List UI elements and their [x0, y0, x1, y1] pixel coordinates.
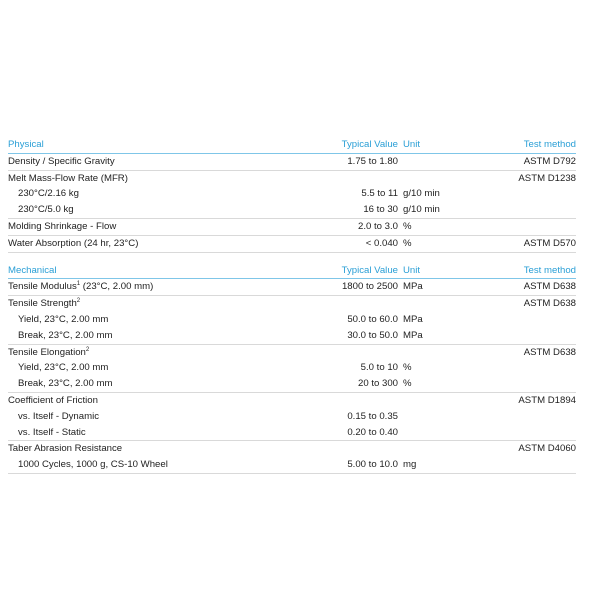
property-name: Water Absorption (24 hr, 23°C) — [8, 237, 139, 249]
physical-header-label: Physical — [8, 139, 44, 150]
value-column-header: Typical Value — [341, 139, 398, 150]
property-name-text: Tensile Modulus — [8, 281, 77, 293]
footnote-marker: 2 — [76, 298, 81, 305]
property-name: 230°C/2.16 kg — [18, 188, 79, 200]
property-value: 5.00 to 10.0 — [347, 459, 398, 471]
property-name-text: Tensile Strength — [8, 298, 77, 310]
property-name-suffix: (23°C, 2.00 mm) — [80, 281, 154, 293]
property-value: 5.5 to 11 — [361, 188, 398, 200]
property-unit: % — [403, 378, 412, 390]
test-method: ASTM D1894 — [518, 394, 576, 406]
property-value: 1.75 to 1.80 — [347, 155, 398, 167]
property-value: 50.0 to 60.0 — [347, 313, 398, 325]
unit-column-header: Unit — [403, 139, 421, 150]
property-unit: MPa — [403, 281, 423, 293]
table-row-tensile-elongation — [8, 345, 576, 361]
table-row-density — [8, 154, 576, 171]
table-row-friction-dynamic — [8, 409, 576, 425]
property-unit: MPa — [403, 313, 423, 325]
test-column-header: Test method — [523, 139, 576, 150]
table-row-strength-break — [8, 328, 576, 345]
mechanical-header-label: Mechanical — [8, 264, 57, 276]
property-name-text: Tensile Elongation — [8, 346, 86, 358]
table-row-strength-yield — [8, 312, 576, 328]
test-method: ASTM D792 — [523, 155, 576, 167]
property-name: Break, 23°C, 2.00 mm — [18, 378, 113, 390]
property-value: 20 to 300 — [357, 378, 398, 390]
table-row-friction-static — [8, 425, 576, 442]
table-row-mfr-216 — [8, 186, 576, 202]
test-method: ASTM D4060 — [518, 443, 576, 455]
table-row-taber — [8, 441, 576, 457]
property-name: Taber Abrasion Resistance — [8, 443, 123, 455]
property-value: 2.0 to 3.0 — [357, 220, 398, 232]
property-name — [8, 279, 153, 295]
property-unit: mg — [403, 459, 417, 471]
property-name: vs. Itself - Dynamic — [18, 410, 100, 422]
property-table — [8, 137, 576, 474]
property-value: 5.0 to 10 — [360, 362, 398, 374]
property-name: 230°C/5.0 kg — [18, 204, 74, 216]
table-row-shrinkage — [8, 219, 576, 236]
property-name: vs. Itself - Static — [18, 426, 86, 438]
mechanical-header-row — [8, 263, 576, 280]
table-row-elongation-yield — [8, 360, 576, 376]
table-row-mfr — [8, 171, 576, 187]
property-name: Density / Specific Gravity — [8, 155, 115, 167]
property-unit: g/10 min — [403, 204, 440, 216]
test-column-header: Test method — [523, 264, 576, 276]
property-name — [8, 296, 80, 312]
property-value: 0.15 to 0.35 — [347, 410, 398, 422]
test-method: ASTM D638 — [523, 298, 576, 310]
test-method: ASTM D570 — [523, 237, 576, 249]
table-row-mfr-50 — [8, 202, 576, 219]
table-row-water-absorption — [8, 236, 576, 253]
property-value: < 0.040 — [365, 237, 398, 249]
table-row-tensile-modulus — [8, 279, 576, 296]
property-unit: g/10 min — [403, 188, 440, 200]
property-value: 30.0 to 50.0 — [347, 329, 398, 341]
table-row-elongation-break — [8, 376, 576, 393]
test-method: ASTM D638 — [523, 281, 576, 293]
property-value: 1800 to 2500 — [341, 281, 398, 293]
test-method: ASTM D638 — [523, 346, 576, 358]
property-name: Coefficient of Friction — [8, 394, 98, 406]
property-unit: MPa — [403, 329, 423, 341]
property-name: Break, 23°C, 2.00 mm — [18, 329, 113, 341]
property-name: 1000 Cycles, 1000 g, CS-10 Wheel — [18, 459, 168, 471]
table-row-friction — [8, 393, 576, 409]
property-value: 0.20 to 0.40 — [347, 426, 398, 438]
footnote-marker: 2 — [85, 346, 90, 353]
property-name: Yield, 23°C, 2.00 mm — [18, 313, 109, 325]
property-name: Molding Shrinkage - Flow — [8, 220, 117, 232]
table-row-tensile-strength — [8, 296, 576, 312]
physical-header-row — [8, 137, 576, 154]
property-name: Melt Mass-Flow Rate (MFR) — [8, 172, 128, 184]
property-value: 16 to 30 — [363, 204, 398, 216]
section-gap — [8, 253, 576, 263]
property-unit: % — [403, 237, 412, 249]
value-column-header: Typical Value — [341, 264, 398, 276]
table-row-taber-cycles — [8, 457, 576, 474]
property-name — [8, 345, 89, 361]
property-unit: % — [403, 362, 412, 374]
footnote-marker: 1 — [76, 281, 81, 288]
property-name: Yield, 23°C, 2.00 mm — [18, 362, 109, 374]
unit-column-header: Unit — [403, 264, 421, 276]
property-unit: % — [403, 220, 412, 232]
test-method: ASTM D1238 — [518, 172, 576, 184]
